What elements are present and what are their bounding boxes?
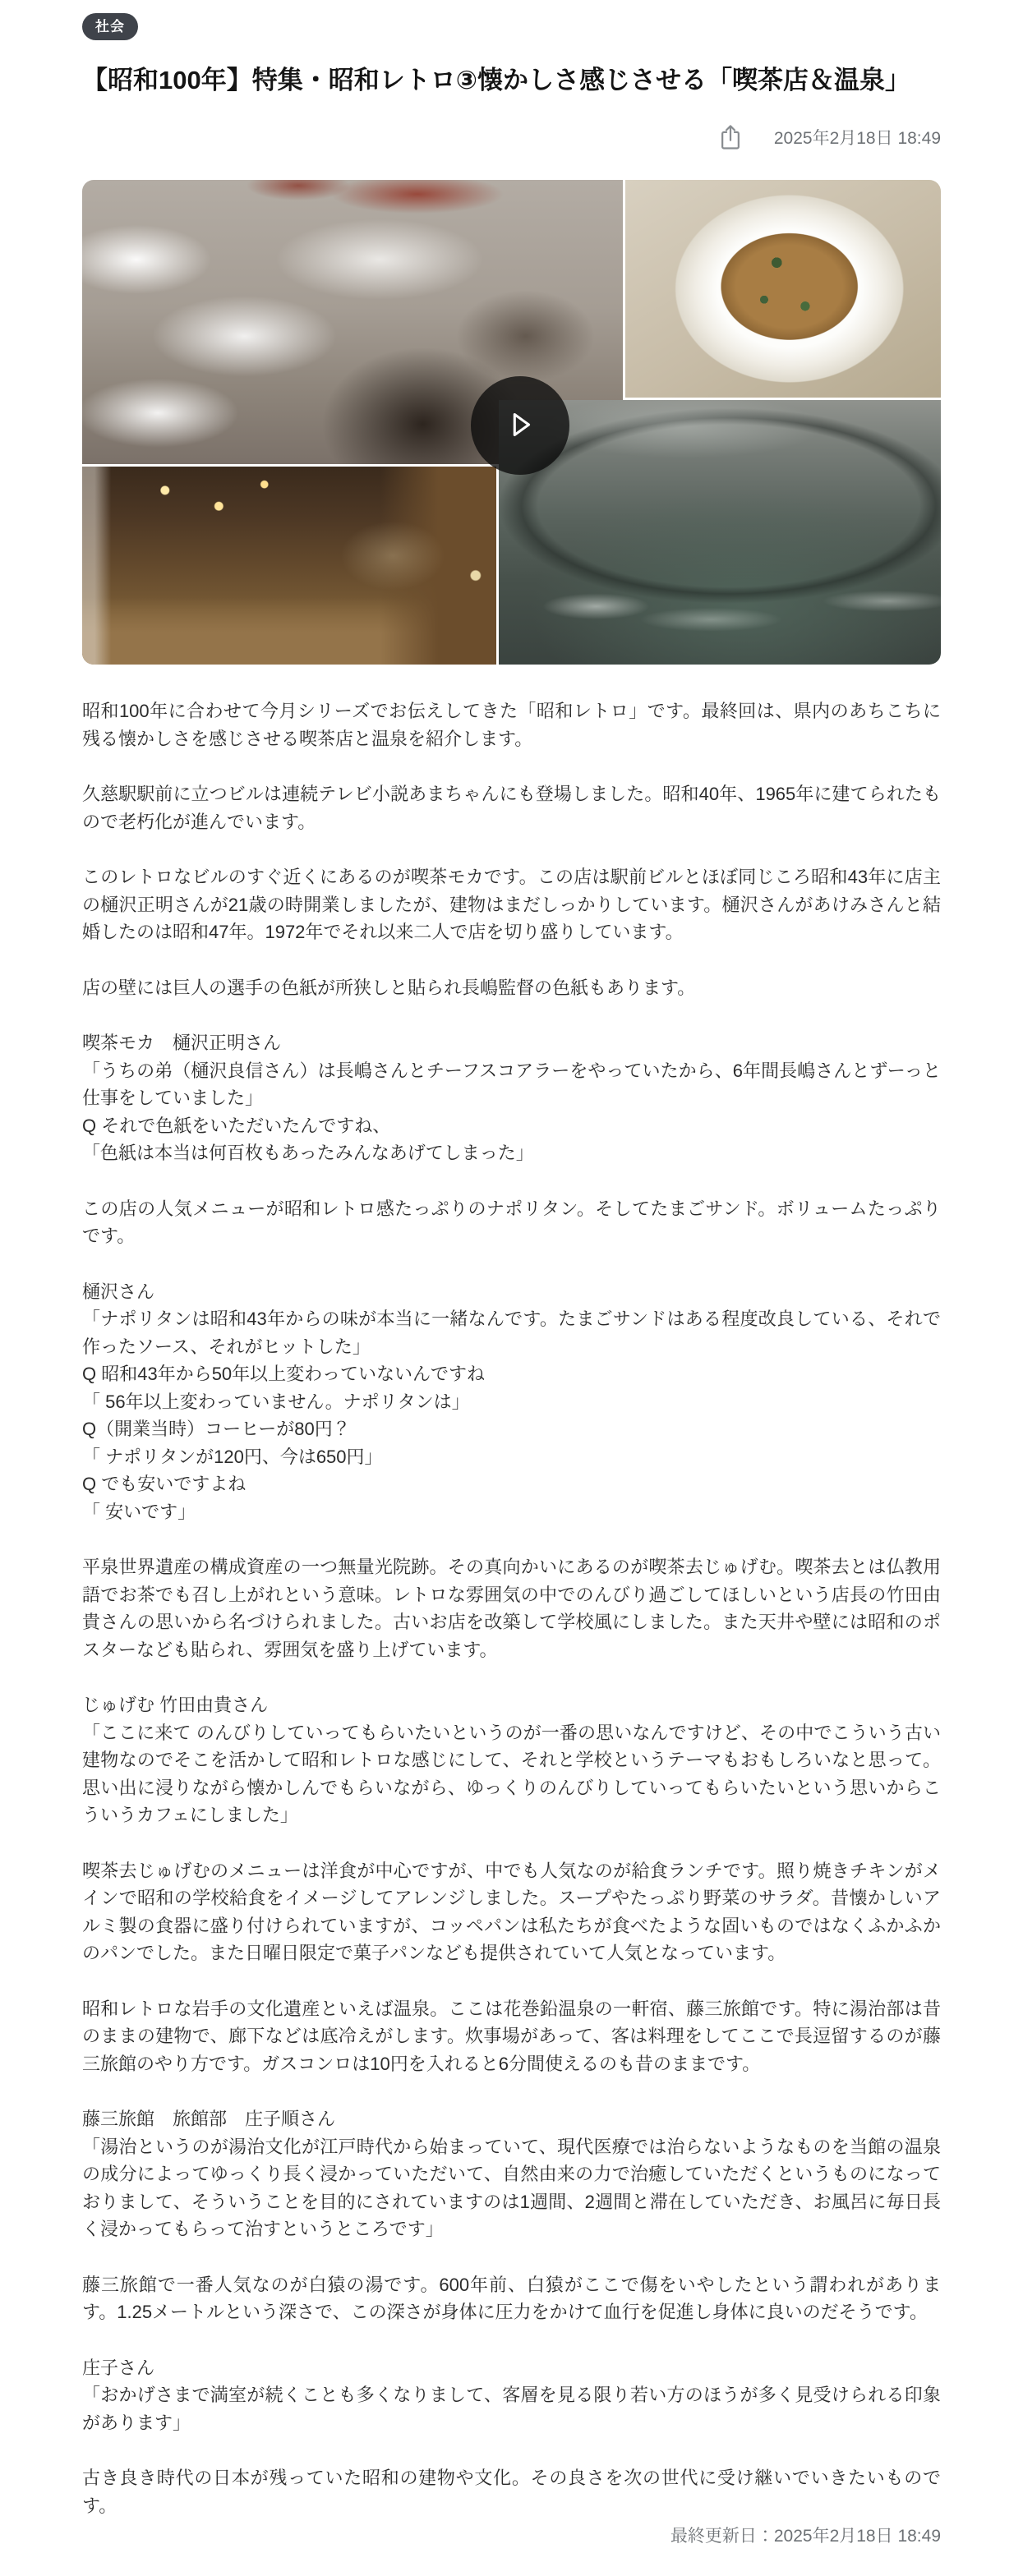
paragraph-line: 「湯治というのが湯治文化が江戸時代から始まっていて、現代医療では治らないようなものを当館の温泉の成分によってゆっくり長く浸かっていただいて、自然由来の力で治癒していただくというものになっておりまして、そういうことを目的にされていますのは1週間、2週間と滞在していただき、お風呂に毎日長く浸かってもらって治すというところです」 [82, 2136, 941, 2239]
paragraph-line: 「うちの弟（樋沢良信さん）は長嶋さんとチーフスコアラーをやっていたから、6年間長嶋さんとずーっと仕事をしていました」 [82, 1060, 941, 1108]
category-badge[interactable]: 社会 [82, 13, 138, 40]
share-icon [718, 124, 743, 153]
article-paragraph [82, 974, 941, 1002]
share-button[interactable] [718, 124, 743, 153]
paragraph-line: 喫茶モカ 樋沢正明さん [82, 1033, 282, 1053]
paragraph-line: 「ここに来て のんびりしていってもらいたいというのが一番の思いなんですけど、その中でこういう古い建物なのでそこを活かして昭和レトロな感じにして、それと学校というテーマもおもしろいなと思って。思い出に浸りながら懐かしんでもらいながら、ゆっくりのんびりしていってもらいたいという思いからこういうカフェにしました」 [82, 1722, 941, 1825]
article-paragraph [82, 2105, 941, 2243]
paragraph-line: 「ナポリタンは昭和43年からの味が本当に一緒なんです。たまごサンドはある程度改良している、それで作ったソース、それがヒットした」 [82, 1309, 941, 1357]
paragraph-line: このレトロなビルのすぐ近くにあるのが喫茶モカです。この店は駅前ビルとほぼ同じころ昭和43年に店主の樋沢正明さんが21歳の時開業しましたが、建物はまだしっかりしています。樋沢さんがあけみさんと結婚したのは昭和47年。1972年でそれ以来二人で店を切り盛りしています。 [82, 867, 941, 942]
play-button[interactable] [471, 376, 569, 475]
paragraph-line: 平泉世界遺産の構成資産の一つ無量光院跡。その真向かいにあるのが喫茶去じゅげむ。喫茶去とは仏教用語でお茶でも召し上がれという意味。レトロな雰囲気の中でのんびり過ごしてほしいという店長の竹田由貴さんの思いから名づけられました。古いお店を改築して学校風にしました。また天井や壁には昭和のポスターなども貼られ、雰囲気を盛り上げています。 [82, 1557, 941, 1660]
article-paragraph [82, 2354, 941, 2437]
article-paragraph [82, 1995, 941, 2078]
video-thumbnail[interactable] [82, 180, 941, 665]
paragraph-line: Q それで色紙をいただいたんですね、 [82, 1115, 391, 1136]
paragraph-line: 藤三旅館で一番人気なのが白猿の湯です。600年前、白猿がここで傷をいやしたという謂われがあります。1.25メートルという深さで、この深さが身体に圧力をかけて血行を促進し身体に良いのだそうです。 [82, 2274, 941, 2322]
paragraph-line: 昭和レトロな岩手の文化遺産といえば温泉。ここは花巻鉛温泉の一軒宿、藤三旅館です。特に湯治部は昔のままの建物で、廊下などは底冷えがします。炊事場があって、客は料理をしてここで長逗留するのが藤三旅館のやり方です。ガスコンロは10円を入れると6分間使えるのも昔のままです。 [82, 1998, 941, 2074]
publish-date: 2025年2月18日 18:49 [773, 128, 941, 148]
paragraph-line: Q でも安いですよね [82, 1474, 247, 1494]
article-paragraph [82, 697, 941, 752]
paragraph-line: 「おかげさまで満室が続くことも多くなりまして、客層を見る限り若い方のほうが多く見受けられる印象があります」 [82, 2385, 941, 2433]
article-paragraph [82, 1278, 941, 1526]
paragraph-line: 喫茶去じゅげむのメニューは洋食が中心ですが、中でも人気なのが給食ランチです。照り焼きチキンがメインで昭和の学校給食をイメージしてアレンジしました。スープやたっぷり野菜のサラダ。昔懐かしいアルミ製の食器に盛り付けられていますが、コッペパンは私たちが食べたような固いものではなくふかふかのパンでした。また日曜日限定で菓子パンなども提供されていて人気となっています。 [82, 1860, 941, 1963]
play-icon [501, 406, 539, 446]
paragraph-line: 店の壁には巨人の選手の色紙が所狭しと貼られ長嶋監督の色紙もあります。 [82, 977, 696, 998]
article-paragraph [82, 2271, 941, 2326]
article-paragraph [82, 1553, 941, 1663]
article-paragraph [82, 1691, 941, 1829]
paragraph-line: 藤三旅館 旅館部 庄子順さん [82, 2109, 336, 2129]
article-meta-row [82, 124, 941, 152]
paragraph-line: 樋沢さん [82, 1281, 155, 1302]
article-paragraph [82, 2464, 941, 2519]
paragraph-line: 庄子さん [82, 2357, 155, 2378]
paragraph-line: 久慈駅駅前に立つビルは連続テレビ小説あまちゃんにも登場しました。昭和40年、1965年に建てられたもので老朽化が進んでいます。 [82, 784, 941, 832]
paragraph-line: Q（開業当時）コーヒーが80円？ [82, 1419, 351, 1439]
paragraph-line: 「 ナポリタンが120円、今は650円」 [82, 1446, 383, 1467]
paragraph-line: じゅげむ 竹田由貴さん [82, 1695, 269, 1715]
article-paragraph [82, 863, 941, 946]
last-updated-text: 最終更新日：2025年2月18日 18:49 [670, 2527, 941, 2546]
video-tile-napolitan-pasta-photo [625, 180, 941, 398]
article-paragraph [82, 780, 941, 835]
paragraph-line: 「 56年以上変わっていません。ナポリタンは」 [82, 1391, 470, 1412]
paragraph-line: 昭和100年に合わせて今月シリーズでお伝えしてきた「昭和レトロ」です。最終回は、県内のあちこちに残る懐かしさを感じさせる喫茶店と温泉を紹介します。 [82, 701, 941, 749]
paragraph-line: この店の人気メニューが昭和レトロ感たっぷりのナポリタン。そしてたまごサンド。ボリュームたっぷりです。 [82, 1198, 941, 1246]
article-body [82, 697, 941, 2519]
paragraph-line: Q 昭和43年から50年以上変わっていないんですね [82, 1364, 485, 1384]
page-title: 【昭和100年】特集・昭和レトロ③懐かしさ感じさせる「喫茶店＆温泉」 [82, 66, 910, 94]
paragraph-line: 「 安いです」 [82, 1501, 196, 1522]
article-paragraph [82, 1857, 941, 1967]
page-footer [82, 2526, 941, 2546]
article-paragraph [82, 1195, 941, 1250]
paragraph-line: 古き良き時代の日本が残っていた昭和の建物や文化。その良さを次の世代に受け継いでいきたいものです。 [82, 2468, 941, 2516]
article-paragraph [82, 1029, 941, 1167]
paragraph-line: 「色紙は本当は何百枚もあったみんなあげてしまった」 [82, 1143, 534, 1163]
video-tile-cafe-interior-photo [82, 467, 496, 665]
